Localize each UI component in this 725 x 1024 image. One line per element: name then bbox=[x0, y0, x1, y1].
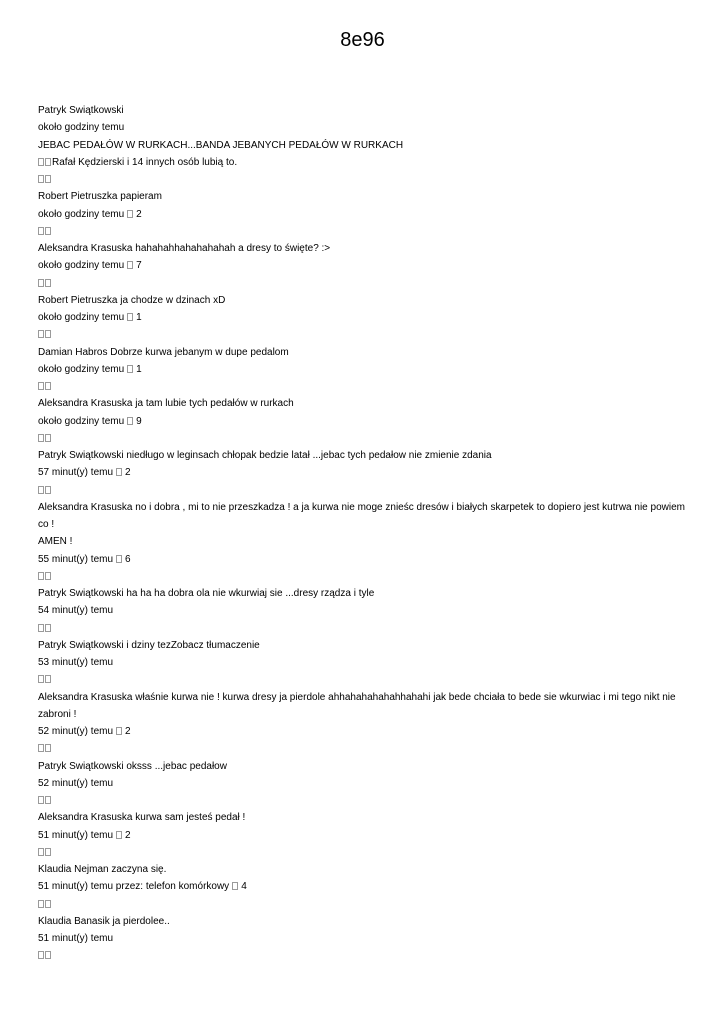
comment-meta bbox=[38, 827, 698, 844]
timestamp: 52 minut(y) temu bbox=[38, 726, 114, 737]
missing-glyph-icons bbox=[38, 896, 52, 913]
like-reply-row bbox=[38, 620, 698, 637]
missing-glyph-icon bbox=[45, 175, 51, 183]
missing-glyph-icon bbox=[38, 158, 44, 166]
like-reply-row bbox=[38, 792, 698, 809]
comment-line bbox=[38, 689, 698, 706]
like-count: 2 bbox=[125, 467, 131, 479]
likes-summary bbox=[38, 154, 698, 171]
comment-meta bbox=[38, 464, 698, 481]
comment-line bbox=[38, 861, 698, 878]
missing-glyph-icon bbox=[38, 624, 44, 632]
like-reply-row bbox=[38, 947, 698, 964]
like-reply-row bbox=[38, 568, 698, 585]
comment-text: Damian Habros Dobrze kurwa jebanym w dupe pedalom bbox=[38, 346, 289, 358]
missing-glyph-icon bbox=[38, 486, 44, 494]
comment-meta bbox=[38, 723, 698, 740]
like-reply-row bbox=[38, 223, 698, 240]
missing-glyph-icons bbox=[38, 378, 52, 395]
comment-meta bbox=[38, 309, 698, 326]
comment-meta bbox=[38, 413, 698, 430]
missing-glyph-icons bbox=[38, 430, 52, 447]
comment-line bbox=[38, 137, 698, 154]
missing-glyph-icon bbox=[38, 900, 44, 908]
timestamp: 55 minut(y) temu bbox=[38, 553, 114, 565]
comment-line bbox=[38, 344, 698, 361]
missing-glyph-icons bbox=[38, 275, 52, 292]
like-count: 1 bbox=[136, 312, 142, 323]
missing-glyph-icon bbox=[45, 158, 51, 166]
comment-text: Robert Pietruszka papieram bbox=[38, 191, 162, 203]
missing-glyph-icons bbox=[38, 620, 52, 637]
like-count: 7 bbox=[136, 260, 142, 272]
like-reply-row bbox=[38, 896, 698, 913]
missing-glyph-icon bbox=[45, 796, 51, 804]
comment-text: 51 minut(y) temu bbox=[38, 933, 114, 944]
comment-line bbox=[38, 447, 698, 464]
comment-text: Klaudia Banasik ja pierdolee.. bbox=[38, 915, 170, 927]
timestamp: 51 minut(y) temu przez: telefon komórkowy bbox=[38, 881, 230, 893]
comment-line bbox=[38, 706, 698, 723]
comment-line bbox=[38, 102, 698, 119]
like-icon bbox=[232, 882, 238, 890]
missing-glyph-icon bbox=[38, 279, 44, 287]
comment-line bbox=[38, 637, 698, 654]
like-icon bbox=[127, 261, 133, 269]
comment-text: zabroni ! bbox=[38, 708, 77, 720]
missing-glyph-icons bbox=[38, 223, 52, 240]
comment-line bbox=[38, 913, 698, 930]
like-reply-row bbox=[38, 430, 698, 447]
comment-line bbox=[38, 533, 698, 550]
missing-glyph-icon bbox=[45, 951, 51, 959]
comment-meta bbox=[38, 257, 698, 274]
like-reply-row bbox=[38, 671, 698, 688]
missing-glyph-icon bbox=[45, 744, 51, 752]
missing-glyph-icon bbox=[45, 848, 51, 856]
missing-glyph-icon bbox=[38, 434, 44, 442]
page-title: 8e96 bbox=[340, 29, 385, 51]
comment-text: AMEN ! bbox=[38, 536, 73, 548]
likes-text: Rafał Kędzierski i 14 innych osób lubią to. bbox=[52, 156, 238, 168]
like-icon bbox=[116, 468, 122, 476]
like-count: 2 bbox=[125, 726, 131, 737]
comment-text: Aleksandra Krasuska właśnie kurwa nie ! kurwa dresy ja pierdole ahhahahahahahhahahi jak bede chciała to bede sie wkurwiac i mi tego nikt nie bbox=[38, 691, 676, 703]
missing-glyph-icon bbox=[45, 624, 51, 632]
like-count: 2 bbox=[125, 829, 131, 841]
like-icon bbox=[127, 313, 133, 321]
comment-text: Aleksandra Krasuska ja tam lubie tych pedałów w rurkach bbox=[38, 398, 294, 410]
missing-glyph-icons bbox=[38, 154, 52, 171]
comment-text: Patryk Swiątkowski ha ha ha dobra ola nie wkurwiaj sie ...dresy rządza i tyle bbox=[38, 588, 375, 599]
missing-glyph-icons bbox=[38, 326, 52, 343]
comment-text: Klaudia Nejman zaczyna się. bbox=[38, 864, 167, 875]
missing-glyph-icons bbox=[38, 568, 52, 585]
like-reply-row bbox=[38, 740, 698, 757]
like-count: 9 bbox=[136, 415, 142, 427]
comment-line bbox=[38, 119, 698, 136]
comment-line bbox=[38, 240, 698, 257]
comment-text: Patryk Swiątkowski oksss ...jebac pedałow bbox=[38, 760, 227, 772]
missing-glyph-icon bbox=[38, 572, 44, 580]
comment-line bbox=[38, 930, 698, 947]
comment-line bbox=[38, 292, 698, 309]
comment-text: Patryk Swiątkowski bbox=[38, 105, 124, 116]
like-reply-row bbox=[38, 844, 698, 861]
comment-line bbox=[38, 809, 698, 826]
missing-glyph-icon bbox=[45, 279, 51, 287]
like-count: 1 bbox=[136, 363, 142, 375]
timestamp: 51 minut(y) temu bbox=[38, 829, 114, 841]
like-icon bbox=[127, 210, 133, 218]
missing-glyph-icon bbox=[38, 951, 44, 959]
timestamp: około godziny temu bbox=[38, 208, 125, 220]
like-icon bbox=[116, 555, 122, 563]
missing-glyph-icon bbox=[38, 330, 44, 338]
missing-glyph-icon bbox=[38, 796, 44, 804]
comment-thread bbox=[38, 102, 698, 965]
missing-glyph-icons bbox=[38, 671, 52, 688]
comment-line bbox=[38, 758, 698, 775]
like-count: 4 bbox=[241, 881, 247, 893]
like-icon bbox=[116, 831, 122, 839]
missing-glyph-icon bbox=[45, 486, 51, 494]
comment-line bbox=[38, 395, 698, 412]
like-reply-row bbox=[38, 326, 698, 343]
missing-glyph-icon bbox=[38, 675, 44, 683]
like-reply-row bbox=[38, 378, 698, 395]
comment-text: 53 minut(y) temu bbox=[38, 657, 114, 668]
comment-line bbox=[38, 188, 698, 205]
missing-glyph-icon bbox=[38, 744, 44, 752]
missing-glyph-icons bbox=[38, 844, 52, 861]
like-icon bbox=[127, 365, 133, 373]
missing-glyph-icon bbox=[45, 572, 51, 580]
comment-line bbox=[38, 602, 698, 619]
missing-glyph-icons bbox=[38, 947, 52, 964]
missing-glyph-icon bbox=[45, 434, 51, 442]
like-reply-row bbox=[38, 482, 698, 499]
comment-text: JEBAC PEDAŁÓW W RURKACH...BANDA JEBANYCH PEDAŁÓW W RURKACH bbox=[38, 139, 404, 151]
like-reply-row bbox=[38, 275, 698, 292]
comment-text: Aleksandra Krasuska hahahahhahahahahah a dresy to święte? :> bbox=[38, 243, 331, 254]
comment-text: Patryk Swiątkowski i dziny tezZobacz tłumaczenie bbox=[38, 639, 260, 651]
comment-meta bbox=[38, 878, 698, 895]
timestamp: około godziny temu bbox=[38, 363, 125, 375]
comment-line bbox=[38, 775, 698, 792]
comment-line bbox=[38, 654, 698, 671]
missing-glyph-icon bbox=[45, 227, 51, 235]
comment-line bbox=[38, 499, 698, 534]
comment-meta bbox=[38, 361, 698, 378]
missing-glyph-icon bbox=[38, 848, 44, 856]
missing-glyph-icon bbox=[38, 227, 44, 235]
missing-glyph-icons bbox=[38, 171, 52, 188]
timestamp: około godziny temu bbox=[38, 415, 125, 427]
missing-glyph-icon bbox=[38, 175, 44, 183]
like-count: 2 bbox=[136, 208, 142, 220]
missing-glyph-icon bbox=[45, 330, 51, 338]
missing-glyph-icons bbox=[38, 482, 52, 499]
comment-meta bbox=[38, 206, 698, 223]
comment-text: Robert Pietruszka ja chodze w dzinach xD bbox=[38, 294, 226, 306]
missing-glyph-icon bbox=[45, 382, 51, 390]
like-icon bbox=[116, 727, 122, 735]
like-count: 6 bbox=[125, 553, 131, 565]
timestamp: 57 minut(y) temu bbox=[38, 467, 114, 479]
comment-text: Patryk Swiątkowski niedługo w leginsach chłopak bedzie latał ...jebac tych pedałow nie zmienie zdania bbox=[38, 450, 492, 461]
comment-text: 52 minut(y) temu bbox=[38, 777, 114, 789]
like-icon bbox=[127, 417, 133, 425]
comment-text: Aleksandra Krasuska no i dobra , mi to nie przeszkadza ! a ja kurwa nie moge znieśc dresów i białych skarpetek to dopiero jest kutrwa nie powiem co ! bbox=[38, 501, 685, 530]
like-reply-row bbox=[38, 171, 698, 188]
comment-text: około godziny temu bbox=[38, 122, 125, 134]
comment-text: Aleksandra Krasuska kurwa sam jesteś pedał ! bbox=[38, 812, 246, 824]
missing-glyph-icon bbox=[38, 382, 44, 390]
missing-glyph-icons bbox=[38, 792, 52, 809]
missing-glyph-icon bbox=[45, 675, 51, 683]
comment-text: 54 minut(y) temu bbox=[38, 605, 114, 617]
missing-glyph-icon bbox=[45, 900, 51, 908]
comment-line bbox=[38, 585, 698, 602]
timestamp: około godziny temu bbox=[38, 312, 125, 323]
missing-glyph-icons bbox=[38, 740, 52, 757]
comment-meta bbox=[38, 551, 698, 568]
timestamp: około godziny temu bbox=[38, 260, 125, 272]
